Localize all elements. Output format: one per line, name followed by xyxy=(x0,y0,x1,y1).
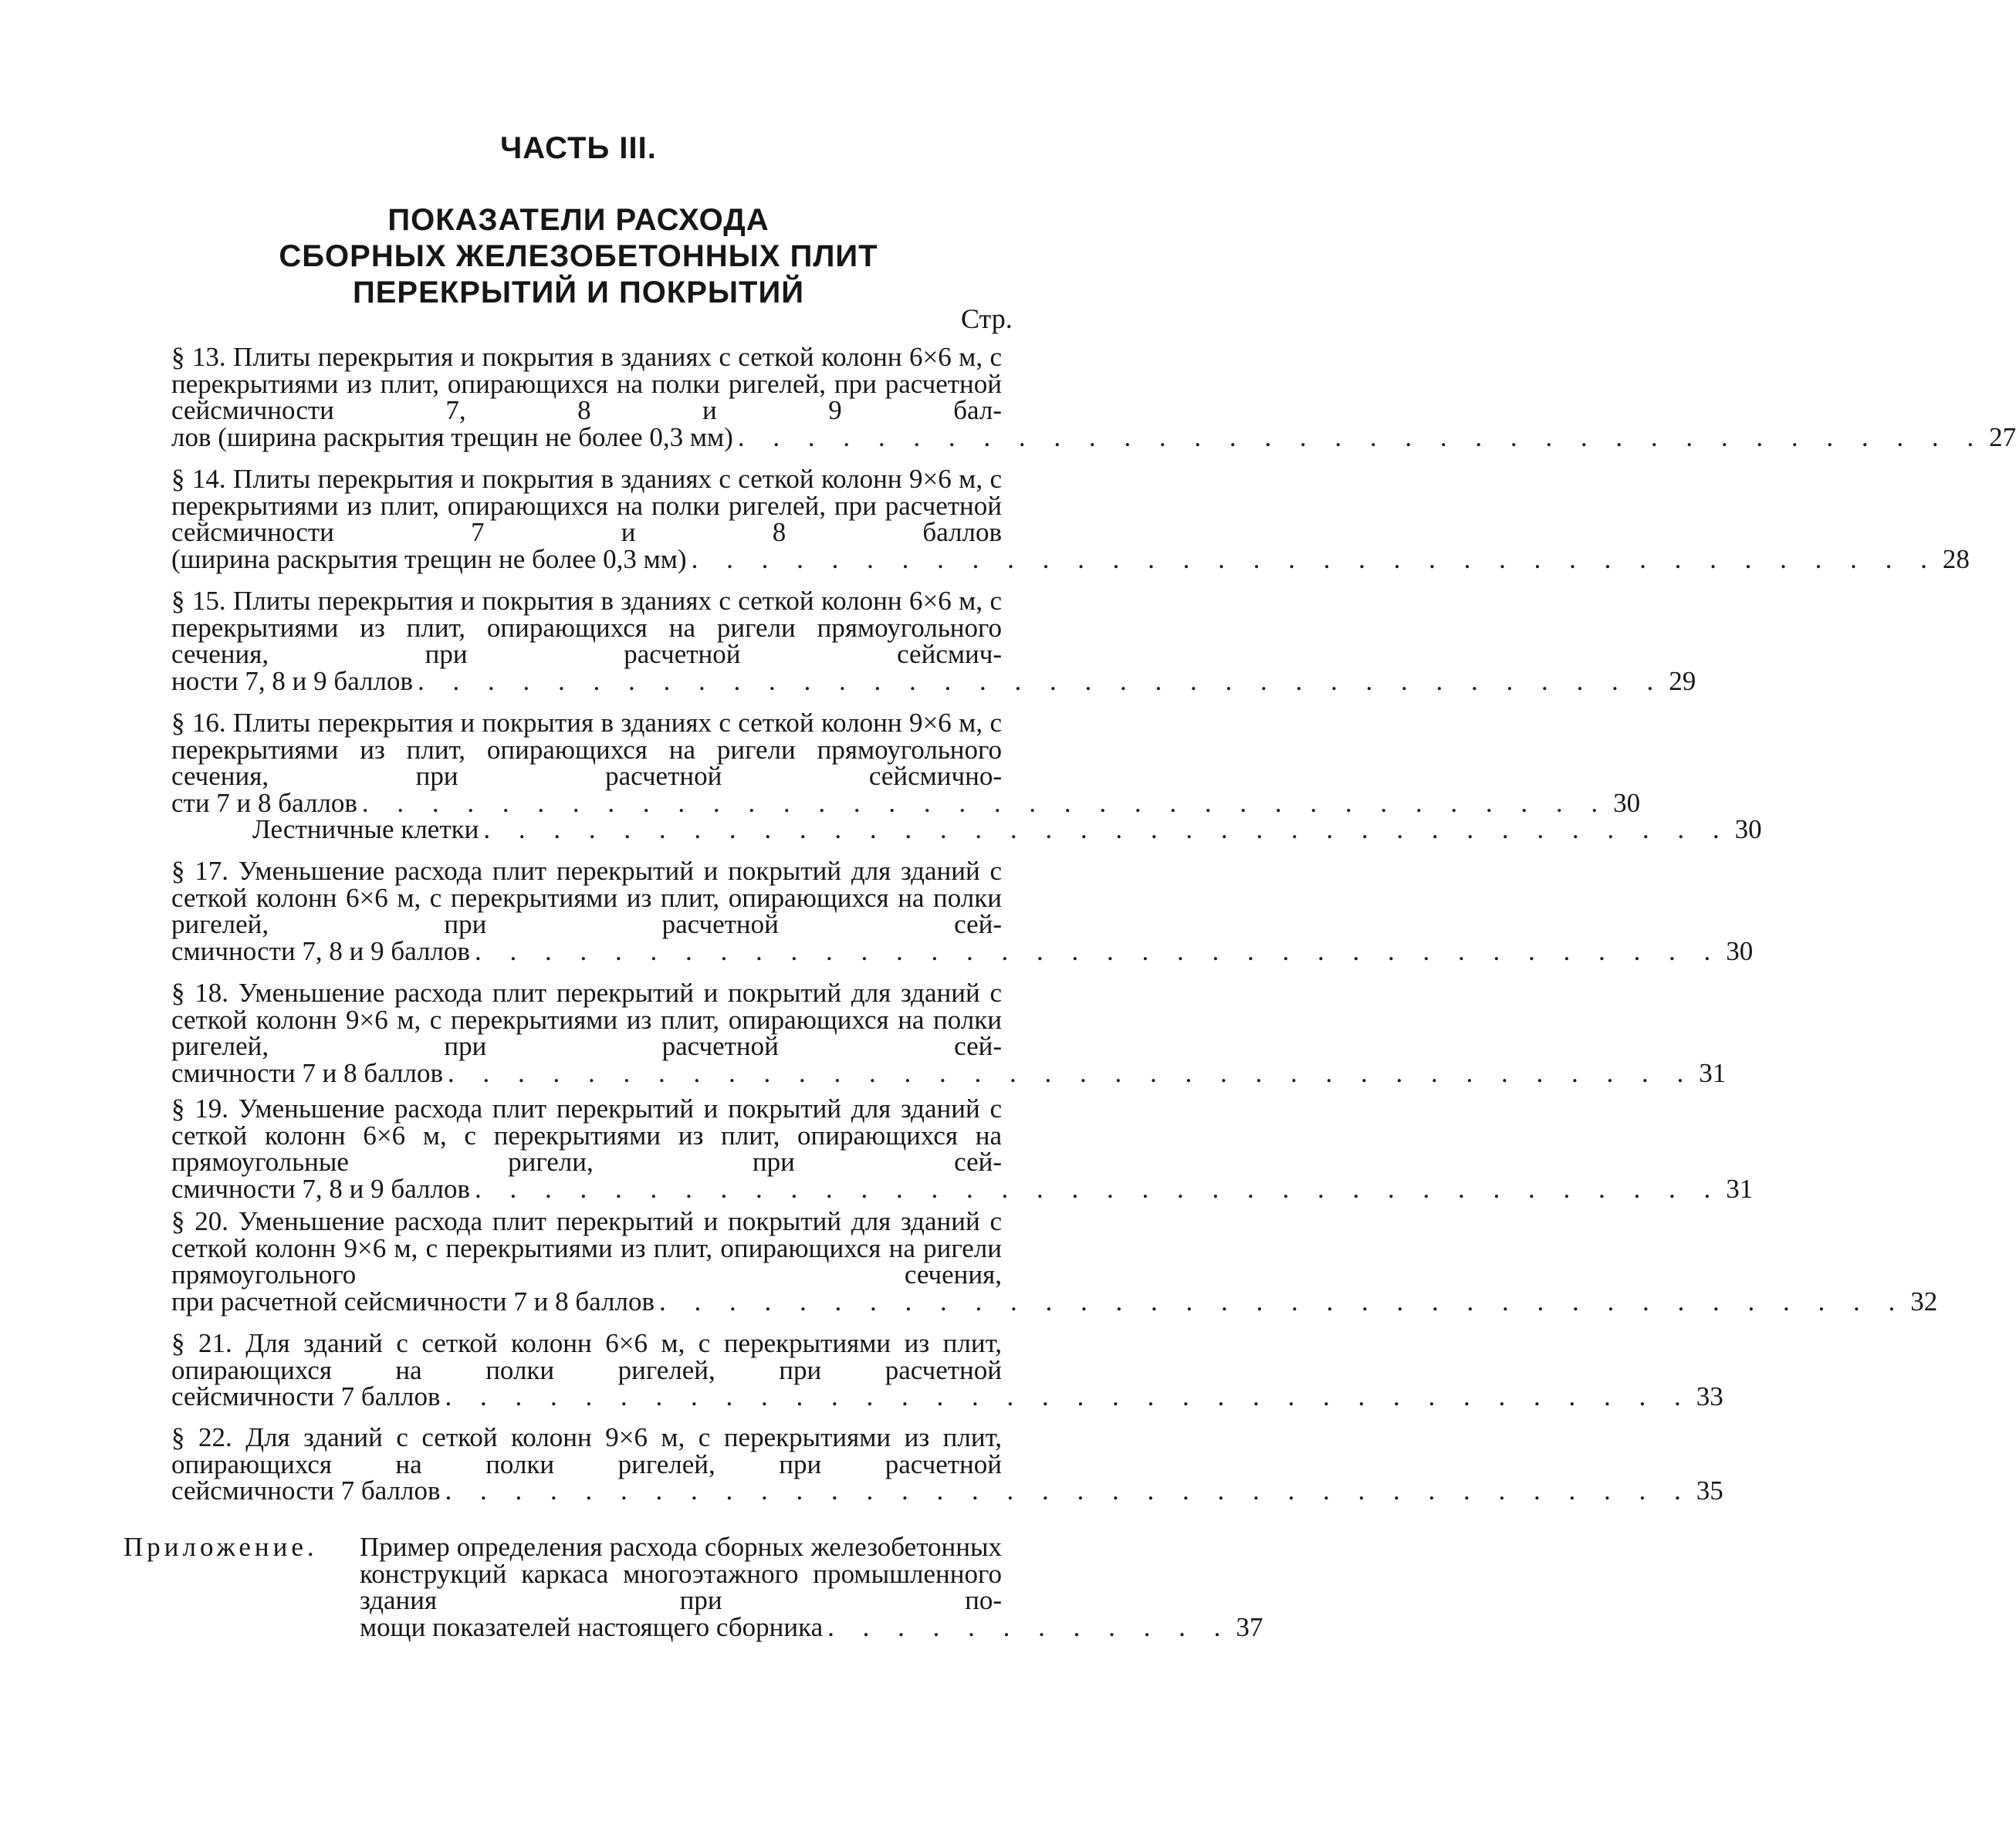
dot-leader: . . . . . . . . . . . . . . . . . . . . . . . . . . . . . . . . . . . . xyxy=(448,1057,1695,1088)
toc-entry xyxy=(171,1094,1754,1204)
section-title-line: СБОРНЫХ ЖЕЛЕЗОБЕТОННЫХ ПЛИТ xyxy=(279,239,878,273)
toc-entry-page: 32 xyxy=(1910,1286,1938,1317)
toc-entry xyxy=(171,856,1754,966)
dot-leader: . . . . . . . . . . . . . . . . . . . . . . . . . . . . . . . . . . . . xyxy=(658,1286,1906,1317)
toc-entry-last-text: сейсмичности 7 баллов xyxy=(171,1381,441,1412)
page-column-header: Стр. xyxy=(961,303,1013,334)
toc-sub-entry-text: Лестничные клетки xyxy=(252,814,479,845)
toc-entry-page: 30 xyxy=(1726,935,1754,966)
toc-entry-text: § 17. Уменьшение расхода плит перекрытий и покрытий для зданий с сеткой колонн 6×6 м, с перекрытиями из плит, опирающихся на полки ригелей, при расчетной сей- xyxy=(171,856,1002,940)
toc-entry-last-text: смичности 7 и 8 баллов xyxy=(171,1057,444,1088)
appendix-page: 37 xyxy=(1236,1611,1263,1642)
toc-entry-last-line xyxy=(171,421,2016,452)
toc-entry-last-text: сти 7 и 8 баллов xyxy=(171,787,357,818)
dot-leader: . . . . . . . . . . . . . . . . . . . . . . . . . . . . . . . . . . . . xyxy=(445,1476,1692,1506)
dot-leader: . . . . . . . . . . . . . . . . . . . . . . . . . . . . . . . . . . . . xyxy=(483,814,1730,845)
toc-entry-text: § 16. Плиты перекрытия и покрытия в зданиях с сеткой колонн 9×6 м, с перекрытиями из плит, опирающихся на ригели прямоугольного сечения, при расчетной сейсмично- xyxy=(171,708,1002,792)
dot-leader: . . . . . . . . . . . . . . . . . . . . . . . . . . . . . . . . . . . . xyxy=(475,1173,1722,1204)
toc-entry-text: § 13. Плиты перекрытия и покрытия в зданиях с сеткой колонн 6×6 м, с перекрытиями из плит, опирающихся на полки ригелей, при расчетной сейсмичности 7, 8 и 9 бал- xyxy=(171,342,1002,426)
toc-entry-last-line xyxy=(171,543,1970,574)
toc-entry-text: § 15. Плиты перекрытия и покрытия в зданиях с сеткой колонн 6×6 м, с перекрытиями из плит, опирающихся на ригели прямоугольного сечения, при расчетной сейсмич- xyxy=(171,586,1002,670)
toc-entry-page: 27 xyxy=(1989,421,2016,452)
toc-entry-last-text: ности 7, 8 и 9 баллов xyxy=(171,665,414,696)
part-title: ЧАСТЬ III. xyxy=(500,131,657,165)
toc-entry xyxy=(171,1328,1723,1412)
appendix-label: Приложение. xyxy=(123,1532,318,1562)
appendix-last-line xyxy=(360,1611,1263,1642)
toc-entry-last-text: смичности 7, 8 и 9 баллов xyxy=(171,1173,471,1204)
toc-entry-page: 30 xyxy=(1613,787,1641,818)
toc-entry-page: 31 xyxy=(1699,1057,1727,1088)
toc-sub-entry xyxy=(171,814,1762,845)
toc-entry-text: § 14. Плиты перекрытия и покрытия в зданиях с сеткой колонн 9×6 м, с перекрытиями из плит, опирающихся на полки ригелей, при расчетной сейсмичности 7 и 8 баллов xyxy=(171,464,1002,548)
toc-entry-last-text: лов (ширина раскрытия трещин не более 0,3 мм) xyxy=(171,421,733,452)
toc-entry-text: § 18. Уменьшение расхода плит перекрытий и покрытий для зданий с сеткой колонн 9×6 м, с перекрытиями из плит, опирающихся на полки ригелей, при расчетной сей- xyxy=(171,978,1002,1062)
appendix-last-text: мощи показателей настоящего сборника xyxy=(360,1611,824,1642)
toc-entry-last-text: смичности 7, 8 и 9 баллов xyxy=(171,935,471,966)
toc-entry-last-line xyxy=(171,1381,1723,1412)
toc-entry-last-line xyxy=(171,787,1641,818)
toc-entry-page: 31 xyxy=(1726,1173,1754,1204)
dot-leader: . . . . . . . . . . . . . . . . . . . . . . . . . . . . . . . . . . . . xyxy=(737,421,1985,452)
dot-leader: . . . . . . . . . . . . . . . . . . . . . . . . . . . . . . . . . . . . xyxy=(418,665,1665,696)
toc-entry-text: § 22. Для зданий с сеткой колонн 9×6 м, с перекрытиями из плит, опирающихся на полки ригелей, при расчетной xyxy=(171,1422,1002,1479)
toc-entry-text: § 19. Уменьшение расхода плит перекрытий и покрытий для зданий с сеткой колонн 6×6 м, с перекрытиями из плит, опирающихся на прямоугольные ригели, при сей- xyxy=(171,1094,1002,1178)
toc-entry-last-text: при расчетной сейсмичности 7 и 8 баллов xyxy=(171,1286,655,1317)
dot-leader: . . . . . . . . . . . . . . . . . . . . . . . . . . . . . . . . . . . . xyxy=(475,935,1722,966)
toc-entry xyxy=(171,978,1727,1088)
toc-entry-page: 28 xyxy=(1942,543,1970,574)
toc-entry-last-text: сейсмичности 7 баллов xyxy=(171,1476,441,1506)
appendix-text-block xyxy=(360,1532,1263,1642)
toc-entry-last-text: (ширина раскрытия трещин не более 0,3 мм) xyxy=(171,543,687,574)
toc-entry-last-line xyxy=(171,935,1754,966)
dot-leader: . . . . . . . . . . . . . . . . . . . . . . . . . . . . . . . . . . . . xyxy=(691,543,1938,574)
toc-entry-page: 29 xyxy=(1669,665,1696,696)
toc-entry-text: § 21. Для зданий с сеткой колонн 6×6 м, с перекрытиями из плит, опирающихся на полки ригелей, при расчетной xyxy=(171,1328,1002,1385)
section-title-line: ПЕРЕКРЫТИЙ И ПОКРЫТИЙ xyxy=(352,275,804,309)
toc-entry xyxy=(171,1206,1938,1317)
toc-entry-last-line xyxy=(171,1173,1754,1204)
toc-sub-entry-page: 30 xyxy=(1734,814,1762,845)
toc-entry xyxy=(171,586,1696,696)
toc-entry-page: 33 xyxy=(1696,1381,1723,1412)
toc-entry xyxy=(171,708,1762,845)
toc-entry-text: § 20. Уменьшение расхода плит перекрытий и покрытий для зданий с сеткой колонн 9×6 м, с перекрытиями из плит, опирающихся на ригели прямоугольного сечения, xyxy=(171,1206,1002,1290)
toc-entry xyxy=(171,1422,1723,1506)
toc-entry xyxy=(171,342,2016,452)
toc-entry-page: 35 xyxy=(1696,1476,1723,1506)
toc-entry-last-line xyxy=(171,1476,1723,1506)
dot-leader: . . . . . . . . . . . . xyxy=(827,1611,1232,1642)
section-title-line: ПОКАЗАТЕЛИ РАСХОДА xyxy=(387,203,770,237)
dot-leader: . . . . . . . . . . . . . . . . . . . . . . . . . . . . . . . . . . . . xyxy=(361,787,1609,818)
toc-entry xyxy=(171,464,1970,574)
dot-leader: . . . . . . . . . . . . . . . . . . . . . . . . . . . . . . . . . . . . xyxy=(445,1381,1692,1412)
toc-entry-last-line xyxy=(171,1057,1727,1088)
appendix-text: Пример определения расхода сборных железобетонных конструкций каркаса многоэтажного промышленного здания при по- xyxy=(360,1532,1002,1616)
section-title xyxy=(0,202,1157,311)
toc-entry-last-line xyxy=(171,665,1696,696)
toc-entry-last-line xyxy=(171,1286,1938,1317)
